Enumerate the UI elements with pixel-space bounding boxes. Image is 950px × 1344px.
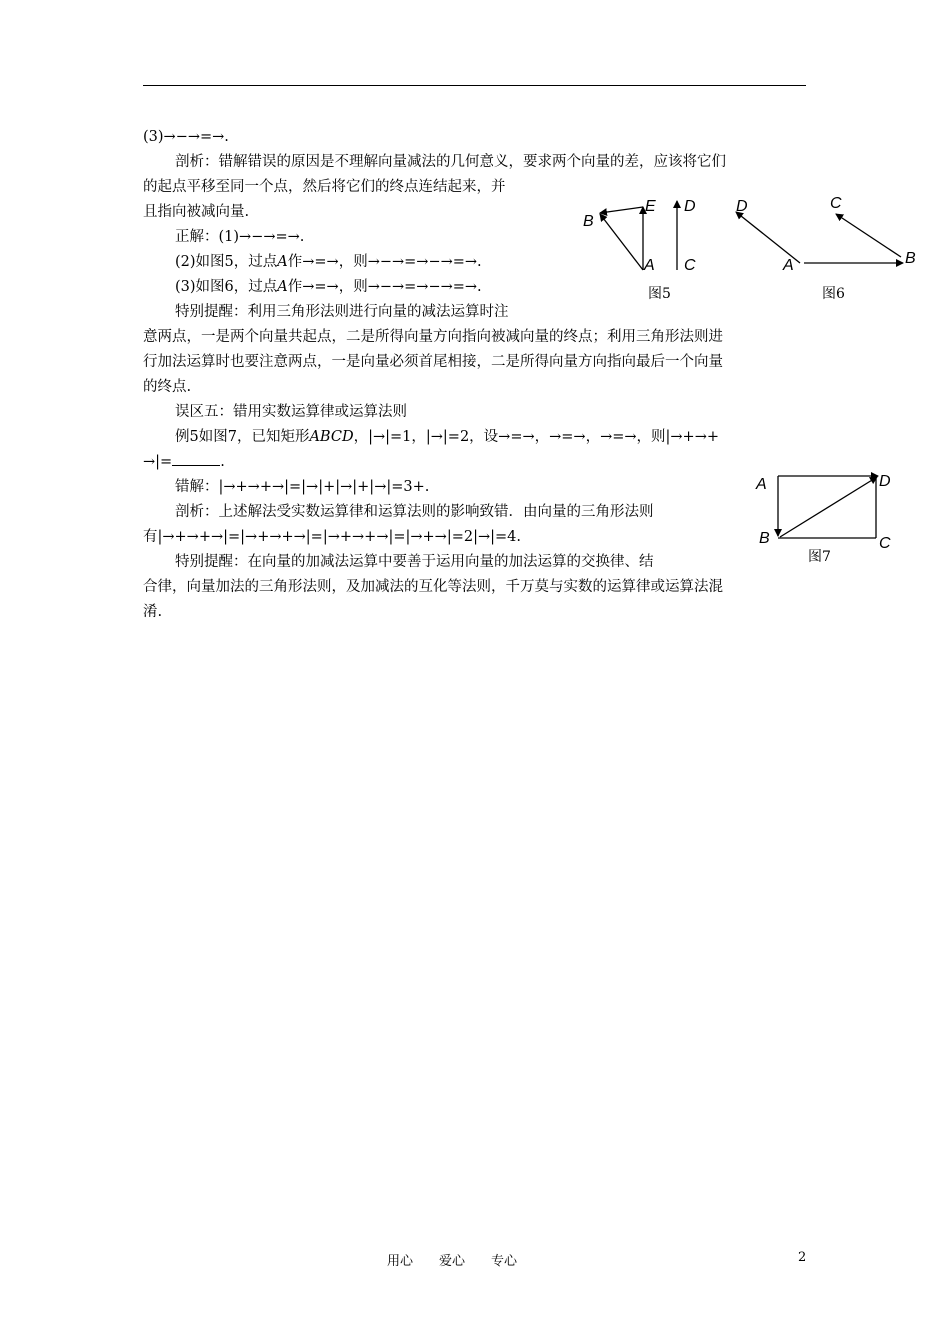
figure-6: [728, 186, 923, 276]
text-line: 剖析：上述解法受实数运算律和运算法则的影响致错．由向量的三角形法则: [175, 504, 654, 520]
figure-6-caption: 图6: [822, 286, 845, 302]
text-line: 错解：|→+→+→|=|→|+|→|+|→|=3+.: [175, 479, 430, 495]
text-fragment: 作→=→，则→−→=→−→=→.: [287, 279, 482, 295]
text-fragment: →|=: [143, 454, 173, 470]
text-line: 淆.: [143, 604, 163, 620]
text-fragment: (3)如图6，过点: [175, 279, 278, 295]
figure-7-caption: 图7: [808, 549, 831, 565]
footer-text: 用心 爱心 专心: [387, 1254, 518, 1269]
text-line: 且指向被减向量.: [143, 204, 250, 220]
text-line: 正解：(1)→−→=→.: [175, 229, 305, 245]
text-fragment: (2)如图5，过点: [175, 254, 278, 270]
text-line: 行加法运算时也要注意两点，一是向量必须首尾相接，二是所得向量方向指向最后一个向量: [143, 354, 723, 370]
text-line: 有|→+→+→|=|→+→+→|=|→+→+→|=|→+→|=2|→|=4.: [143, 529, 521, 545]
point-label-A: A: [783, 257, 794, 274]
answer-blank: [172, 453, 220, 466]
text-fragment: ，|→|=1，|→|=2，设→=→，→=→，→=→，则|→+→+: [353, 429, 719, 445]
text-line: [175, 253, 482, 271]
vector-AD: [736, 212, 800, 263]
text-line: 特别提醒：在向量的加减法运算中要善于运用向量的加法运算的交换律、结: [175, 554, 654, 570]
text-fragment: .: [220, 454, 225, 470]
text-fragment: 例5如图7，已知矩形: [175, 429, 310, 445]
text-line: [175, 428, 719, 446]
figure-7: [752, 465, 912, 550]
text-line: 的终点.: [143, 379, 192, 395]
point-label-A: A: [756, 476, 767, 493]
text-line: 特别提醒：利用三角形法则进行向量的减法运算时注: [175, 304, 509, 320]
point-label-C: C: [830, 195, 842, 212]
point-label-C: C: [684, 257, 696, 274]
vector-BC: [836, 214, 901, 257]
point-label-A: A: [644, 257, 655, 274]
text-line: 的起点平移至同一个点，然后将它们的终点连结起来，并: [143, 179, 506, 195]
text-fragment: 作→=→，则→−→=→−→=→.: [287, 254, 482, 270]
text-line: (3)→−→=→.: [143, 129, 229, 145]
figure-5: [578, 190, 708, 280]
text-line: 剖析：错解错误的原因是不理解向量减法的几何意义，要求两个向量的差，应该将它们: [175, 154, 726, 170]
point-label: A: [277, 279, 288, 295]
vector-EB: [600, 207, 643, 213]
text-line: 意两点，一是两个向量共起点，二是所得向量方向指向被减向量的终点；利用三角形法则进: [143, 329, 723, 345]
diagonal-BD: [780, 477, 877, 537]
point-label: A: [277, 254, 288, 270]
text-line: [175, 278, 482, 296]
text-line: 误区五：错用实数运算律或运算法则: [175, 404, 407, 420]
point-label-C: C: [879, 535, 891, 552]
point-label-B: B: [583, 213, 594, 230]
point-label-B: B: [905, 250, 916, 267]
rect-name: ABCD: [309, 429, 354, 445]
point-label-D: D: [684, 198, 696, 215]
point-label-D: D: [736, 198, 748, 215]
header-rule: [143, 85, 806, 86]
point-label-D: D: [879, 473, 891, 490]
text-line: [143, 453, 225, 471]
vector-AB: [600, 214, 643, 270]
text-line: 合律，向量加法的三角形法则，及加减法的互化等法则，千万莫与实数的运算律或运算法混: [143, 579, 723, 595]
point-label-B: B: [759, 530, 770, 547]
page-number: 2: [798, 1250, 807, 1265]
point-label-E: E: [645, 198, 656, 215]
figure-5-caption: 图5: [648, 286, 671, 302]
